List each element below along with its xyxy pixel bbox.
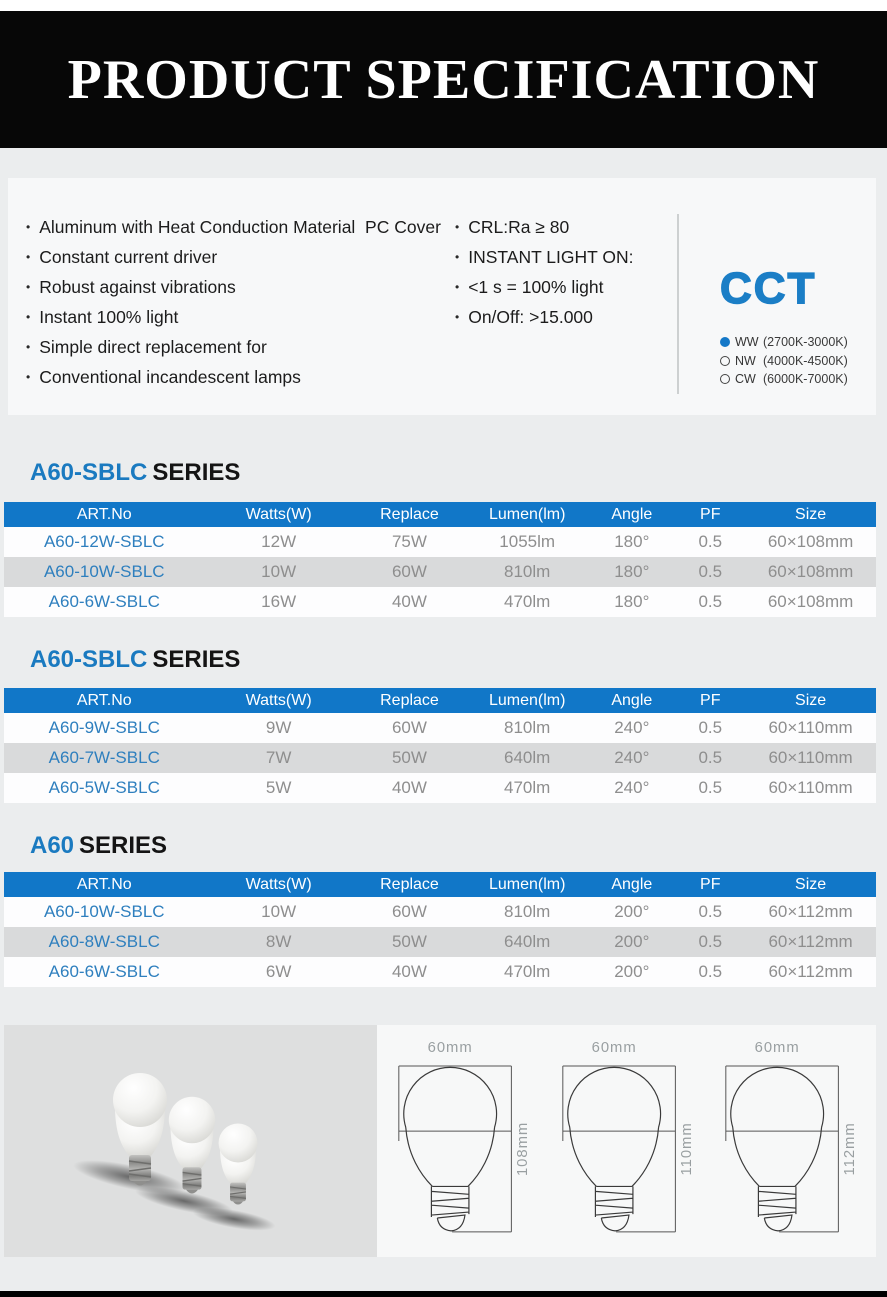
table-row bbox=[4, 713, 876, 743]
dimension-diagram-1 bbox=[385, 1035, 541, 1247]
dimension-diagram-panel bbox=[377, 1025, 876, 1257]
value-cell: 60W bbox=[391, 902, 427, 921]
value-cell: 470lm bbox=[504, 778, 551, 797]
cct-option-list bbox=[720, 333, 848, 389]
cct-option-range: (6000K-7000K) bbox=[763, 372, 848, 387]
value-cell: 60×108mm bbox=[767, 592, 854, 611]
value-cell: 50W bbox=[391, 932, 427, 951]
value-cell: 40W bbox=[391, 778, 427, 797]
value-cell: 240° bbox=[614, 748, 650, 767]
radio-icon bbox=[720, 356, 730, 366]
cct-option bbox=[720, 333, 848, 352]
heading-highlight: A60-SBLC bbox=[30, 646, 148, 673]
value-cell: 1055lm bbox=[499, 532, 556, 551]
value-cell: 0.5 bbox=[698, 962, 723, 981]
value-cell: 60×108mm bbox=[767, 532, 854, 551]
feature-item: • CRL:Ra ≥ 80 bbox=[455, 212, 634, 242]
value-cell: 40W bbox=[391, 962, 427, 981]
column-header: PF bbox=[675, 502, 745, 527]
cct-option-label: NW bbox=[735, 353, 756, 368]
radio-icon bbox=[720, 337, 730, 347]
spec-table-2 bbox=[4, 688, 876, 803]
spec-table-1 bbox=[4, 502, 876, 617]
value-cell: 9W bbox=[265, 718, 292, 737]
width-dimension-label: 60mm bbox=[591, 1040, 637, 1057]
value-cell: 640lm bbox=[504, 748, 551, 767]
page-title: PRODUCT SPECIFICATION bbox=[67, 48, 820, 111]
table-row bbox=[4, 957, 876, 987]
value-cell: 470lm bbox=[504, 962, 551, 981]
value-cell: 180° bbox=[614, 562, 650, 581]
value-cell: 200° bbox=[614, 932, 650, 951]
feature-item: • Constant current driver bbox=[26, 242, 441, 272]
section-heading-3 bbox=[30, 832, 167, 860]
heading-rest: SERIES bbox=[152, 459, 241, 486]
feature-item: • INSTANT LIGHT ON: bbox=[455, 242, 634, 272]
column-header: Angle bbox=[588, 872, 675, 897]
value-cell: 60W bbox=[391, 718, 427, 737]
art-no-cell: A60-7W-SBLC bbox=[48, 748, 160, 767]
value-cell: 180° bbox=[614, 592, 650, 611]
art-no-cell: A60-9W-SBLC bbox=[48, 718, 160, 737]
bulb-photo bbox=[4, 1025, 377, 1257]
feature-item: • Simple direct replacement for bbox=[26, 332, 441, 362]
column-header: Size bbox=[745, 688, 876, 713]
value-cell: 8W bbox=[265, 932, 292, 951]
column-header: Watts(W) bbox=[205, 688, 353, 713]
value-cell: 0.5 bbox=[698, 562, 723, 581]
column-header: Lumen(lm) bbox=[466, 872, 588, 897]
art-no-cell: A60-8W-SBLC bbox=[48, 932, 160, 951]
section-heading-2 bbox=[30, 646, 240, 674]
table-row bbox=[4, 927, 876, 957]
value-cell: 60W bbox=[391, 562, 427, 581]
value-cell: 0.5 bbox=[698, 902, 723, 921]
top-white-strip bbox=[0, 0, 887, 11]
value-cell: 12W bbox=[261, 532, 297, 551]
features-panel bbox=[8, 178, 876, 415]
value-cell: 0.5 bbox=[698, 932, 723, 951]
table-header-row bbox=[4, 688, 876, 713]
heading-highlight: A60-SBLC bbox=[30, 459, 148, 486]
vertical-divider bbox=[677, 214, 679, 394]
column-header: Watts(W) bbox=[205, 872, 353, 897]
bulb-outline bbox=[567, 1067, 660, 1230]
column-header: Size bbox=[745, 502, 876, 527]
height-dimension-label: 112mm bbox=[842, 1122, 859, 1176]
value-cell: 200° bbox=[614, 902, 650, 921]
value-cell: 7W bbox=[265, 748, 292, 767]
value-cell: 60×112mm bbox=[768, 902, 853, 921]
cct-option-range: (2700K-3000K) bbox=[763, 335, 848, 350]
heading-highlight: A60 bbox=[30, 832, 75, 859]
value-cell: 0.5 bbox=[698, 592, 723, 611]
bulb-photo-small bbox=[219, 1124, 258, 1205]
title-bar bbox=[0, 11, 887, 148]
table-row bbox=[4, 527, 876, 557]
feature-list-right bbox=[455, 212, 634, 332]
art-no-cell: A60-12W-SBLC bbox=[43, 532, 165, 551]
value-cell: 0.5 bbox=[698, 718, 723, 737]
column-header: Lumen(lm) bbox=[466, 688, 588, 713]
cct-option-range: (4000K-4500K) bbox=[763, 353, 848, 368]
radio-icon bbox=[720, 374, 730, 384]
column-header: Replace bbox=[353, 872, 466, 897]
art-no-cell: A60-6W-SBLC bbox=[48, 592, 160, 611]
spec-table-3 bbox=[4, 872, 876, 987]
column-header: Angle bbox=[588, 688, 675, 713]
table-header-row bbox=[4, 502, 876, 527]
table-row bbox=[4, 587, 876, 617]
value-cell: 6W bbox=[265, 962, 292, 981]
heading-rest: SERIES bbox=[79, 832, 168, 859]
table-row bbox=[4, 773, 876, 803]
cct-option bbox=[720, 352, 848, 371]
value-cell: 60×110mm bbox=[768, 778, 853, 797]
feature-item: • Aluminum with Heat Conduction Material PC Cover bbox=[26, 212, 441, 242]
column-header: ART.No bbox=[4, 688, 205, 713]
value-cell: 40W bbox=[391, 592, 427, 611]
art-no-cell: A60-10W-SBLC bbox=[43, 902, 165, 921]
value-cell: 60×110mm bbox=[768, 748, 853, 767]
feature-item: • Conventional incandescent lamps bbox=[26, 362, 441, 392]
bulb-outline bbox=[731, 1067, 824, 1230]
table-row bbox=[4, 743, 876, 773]
bulb-outline bbox=[404, 1067, 497, 1230]
feature-item: • Robust against vibrations bbox=[26, 272, 441, 302]
table-row bbox=[4, 897, 876, 927]
feature-list-left bbox=[26, 212, 441, 392]
table-header-row bbox=[4, 872, 876, 897]
value-cell: 470lm bbox=[504, 592, 551, 611]
value-cell: 5W bbox=[265, 778, 292, 797]
value-cell: 60×110mm bbox=[768, 718, 853, 737]
feature-item: • <1 s = 100% light bbox=[455, 272, 634, 302]
value-cell: 50W bbox=[391, 748, 427, 767]
column-header: Lumen(lm) bbox=[466, 502, 588, 527]
column-header: Replace bbox=[353, 688, 466, 713]
value-cell: 640lm bbox=[504, 932, 551, 951]
column-header: ART.No bbox=[4, 502, 205, 527]
column-header: Replace bbox=[353, 502, 466, 527]
dimension-diagram-2 bbox=[549, 1035, 705, 1247]
section-heading-1 bbox=[30, 459, 240, 487]
width-dimension-label: 60mm bbox=[427, 1040, 473, 1057]
bulb-photo-medium bbox=[169, 1097, 215, 1194]
column-header: PF bbox=[675, 872, 745, 897]
value-cell: 240° bbox=[614, 718, 650, 737]
art-no-cell: A60-10W-SBLC bbox=[43, 562, 165, 581]
heading-rest: SERIES bbox=[152, 646, 241, 673]
value-cell: 10W bbox=[261, 902, 297, 921]
cct-option-label: CW bbox=[735, 372, 756, 387]
value-cell: 75W bbox=[391, 532, 427, 551]
height-dimension-label: 110mm bbox=[678, 1122, 695, 1176]
column-header: Size bbox=[745, 872, 876, 897]
value-cell: 810lm bbox=[504, 902, 551, 921]
table-row bbox=[4, 557, 876, 587]
column-header: Angle bbox=[588, 502, 675, 527]
height-dimension-label: 108mm bbox=[514, 1121, 531, 1177]
dimension-diagram-3 bbox=[712, 1035, 868, 1247]
value-cell: 810lm bbox=[504, 562, 551, 581]
cct-option-label: WW bbox=[735, 335, 759, 350]
value-cell: 60×112mm bbox=[768, 962, 853, 981]
value-cell: 16W bbox=[261, 592, 297, 611]
cct-option bbox=[720, 370, 848, 389]
value-cell: 10W bbox=[261, 562, 297, 581]
value-cell: 200° bbox=[614, 962, 650, 981]
value-cell: 0.5 bbox=[698, 778, 723, 797]
value-cell: 0.5 bbox=[698, 532, 723, 551]
width-dimension-label: 60mm bbox=[754, 1040, 800, 1057]
cct-title: CCT bbox=[720, 264, 817, 313]
feature-item: • Instant 100% light bbox=[26, 302, 441, 332]
value-cell: 0.5 bbox=[698, 748, 723, 767]
bulb-photo-panel bbox=[4, 1025, 377, 1257]
art-no-cell: A60-5W-SBLC bbox=[48, 778, 160, 797]
bulb-shadow bbox=[191, 1203, 277, 1235]
value-cell: 810lm bbox=[504, 718, 551, 737]
art-no-cell: A60-6W-SBLC bbox=[48, 962, 160, 981]
value-cell: 60×112mm bbox=[768, 932, 853, 951]
value-cell: 240° bbox=[614, 778, 650, 797]
column-header: PF bbox=[675, 688, 745, 713]
value-cell: 60×108mm bbox=[767, 562, 854, 581]
value-cell: 180° bbox=[614, 532, 650, 551]
bottom-black-bar bbox=[0, 1291, 887, 1297]
feature-item: • On/Off: >15.000 bbox=[455, 302, 634, 332]
column-header: ART.No bbox=[4, 872, 205, 897]
column-header: Watts(W) bbox=[205, 502, 353, 527]
